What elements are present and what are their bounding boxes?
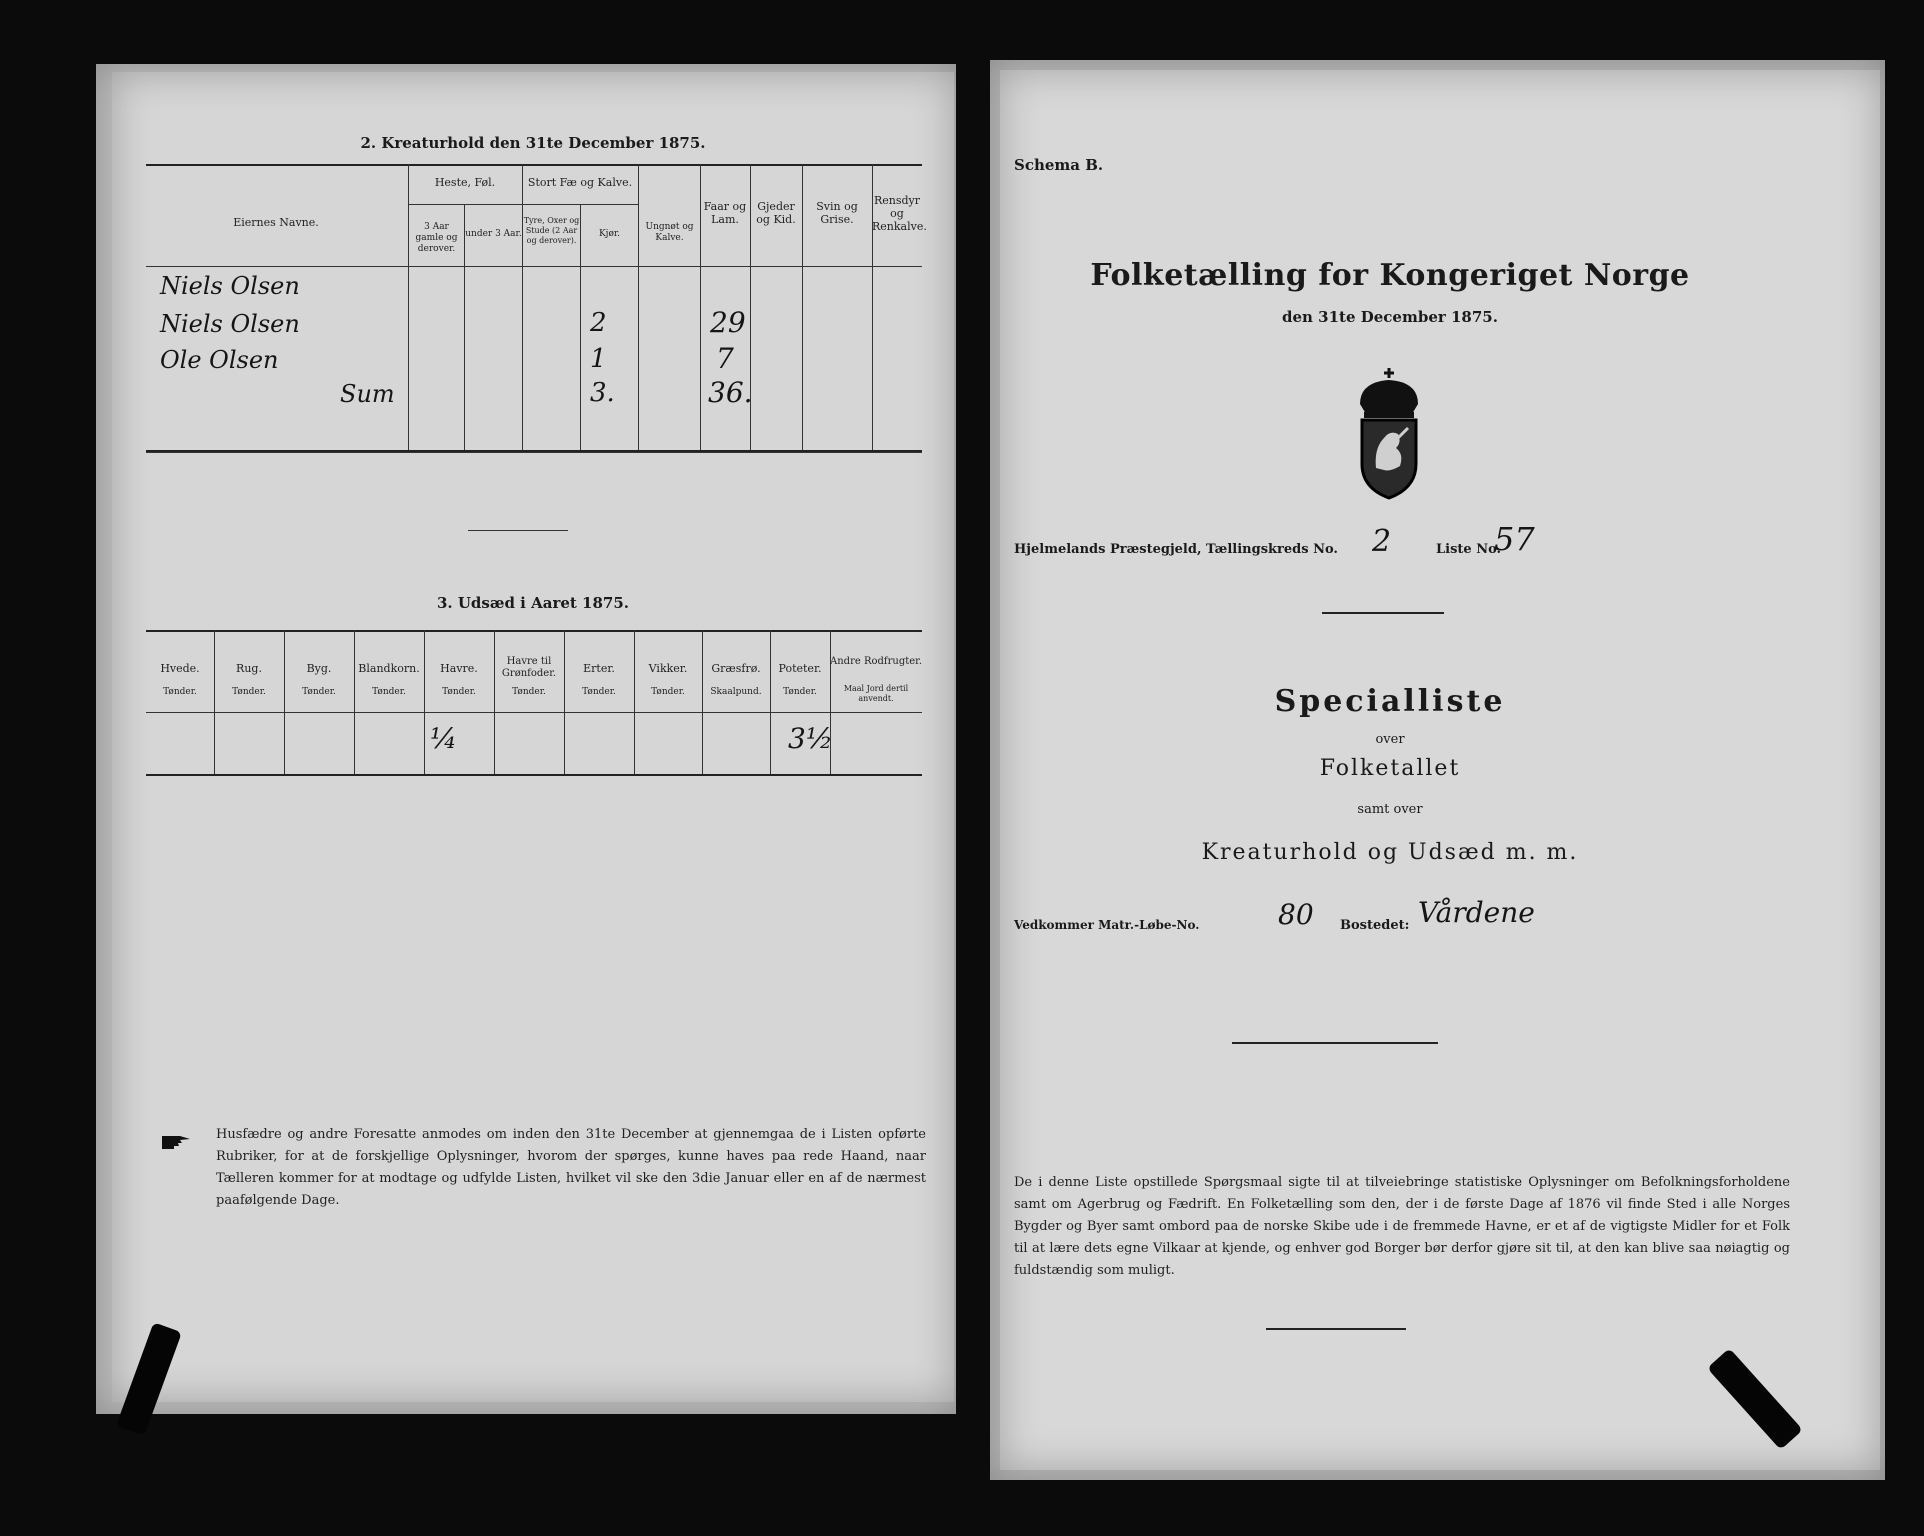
seed-header: Blandkorn. — [358, 662, 420, 675]
section3-title: 3. Udsæd i Aaret 1875. — [436, 594, 630, 612]
header-young-cattle: Ungnøt og Kalve. — [645, 222, 694, 243]
schema-label: Schema B. — [1014, 156, 1104, 174]
seed-header: Andre Rodfrugter. — [830, 656, 923, 667]
header-cows: Kjør. — [598, 229, 621, 239]
header-owner: Eiernes Navne. — [233, 216, 319, 229]
folketallet-label: Folketallet — [1319, 756, 1461, 781]
divider — [1266, 1328, 1406, 1330]
header-horses-old: 3 Aar gamle og derover. — [415, 222, 458, 254]
header-horses: Heste, Føl. — [434, 176, 496, 189]
seed-header: Hvede. — [160, 662, 200, 675]
seed-unit: Tønder. — [582, 687, 616, 697]
seed-unit: Tønder. — [163, 687, 197, 697]
seed-header: Vikker. — [648, 662, 688, 675]
pointing-hand-icon — [160, 1130, 194, 1152]
seed-header: Poteter. — [778, 662, 822, 675]
seed-header: Erter. — [583, 662, 615, 675]
coat-of-arms-icon — [1346, 368, 1432, 500]
special-title: Specialliste — [1274, 684, 1506, 719]
right-page — [1000, 70, 1880, 1470]
seed-unit: Maal Jord dertil anvendt. — [843, 684, 909, 703]
section2-title: 2. Kreaturhold den 31te December 1875. — [360, 134, 706, 152]
seed-header: Havre. — [440, 662, 478, 675]
seed-unit: Tønder. — [512, 687, 546, 697]
header-cattle: Stort Fæ og Kalve. — [527, 176, 633, 189]
matr-number: 80 — [1278, 898, 1314, 931]
seed-unit: Tønder. — [651, 687, 685, 697]
main-title: Folketælling for Kongeriget Norge — [1090, 258, 1690, 293]
list-number: 57 — [1494, 520, 1535, 558]
divider — [468, 530, 568, 531]
table-row-cows: 1 — [590, 344, 607, 374]
table-row-name: Niels Olsen — [160, 310, 300, 338]
header-horses-young: under 3 Aar. — [465, 229, 522, 239]
table-row-name: Ole Olsen — [160, 346, 279, 374]
main-date: den 31te December 1875. — [1282, 308, 1498, 326]
seed-header: Græsfrø. — [711, 662, 761, 675]
seed-unit: Tønder. — [783, 687, 817, 697]
samt-over-label: samt over — [1357, 802, 1423, 817]
poteter-value: 3½ — [788, 722, 833, 755]
header-reindeer: Rensdyr og Renkalve. — [872, 194, 927, 233]
seed-unit: Tønder. — [372, 687, 406, 697]
havre-value: ¼ — [430, 722, 458, 755]
footer-text: De i denne Liste opstillede Spørgsmaal sigte til at tilveiebringe statistiske Oplysninger om Befolkningsforholdene samt om Agerbrug og Fædrift. En Folketælling som den, der i de første Dage af 1876 vil finde Sted i alle Norges Bygder og Byer samt ombord paa de norske Skibe ude i de fremmede Havne, er et af de vigtigste Midler for et Folk til at lære dets egne Vilkaar at kjende, og enhver god Borger bør derfor gjøre sit til, at den kan blive saa nøiagtig og fuldstændig som muligt. — [1014, 1175, 1790, 1278]
header-sheep: Faar og Lam. — [703, 200, 747, 226]
seed-unit: Tønder. — [442, 687, 476, 697]
seed-header: Byg. — [306, 662, 332, 675]
table-row-name: Niels Olsen — [160, 272, 300, 300]
header-pigs: Svin og Grise. — [816, 200, 858, 226]
table-row-sheep: 36. — [708, 376, 753, 409]
notice-text: Husfædre og andre Foresatte anmodes om inden den 31te December at gjennemgaa de i Listen opførte Rubriker, for at de forskjellige Oplysninger, hvorom der spørges, kunne haves paa rede Haand, naar Tælleren kommer for at modtage og udfylde Listen, hvilket vil ske den 3die Januar eller en af de nærmest paafølgende Dage. — [216, 1127, 926, 1208]
left-page — [112, 72, 954, 1402]
list-label: Liste No. — [1436, 542, 1502, 557]
district-number: 2 — [1372, 524, 1392, 559]
over-label: over — [1375, 732, 1405, 747]
header-goats: Gjeder og Kid. — [756, 200, 796, 226]
table-row-sheep: 7 — [716, 342, 734, 375]
kreatur-label: Kreaturhold og Udsæd m. m. — [1201, 840, 1579, 865]
bosted-value: Vårdene — [1418, 896, 1535, 929]
divider — [1232, 1042, 1438, 1044]
parish-label: Hjelmelands Præstegjeld, Tællingskreds No. — [1014, 542, 1338, 557]
table-row-cows: 2 — [590, 308, 607, 338]
seed-unit: Tønder. — [302, 687, 336, 697]
table-row-cows: 3. — [590, 378, 615, 408]
divider — [1322, 612, 1444, 614]
header-bulls: Tyre, Oxer og Stude (2 Aar og derover). — [523, 216, 580, 245]
table-row-sum-label: Sum — [340, 380, 395, 408]
matr-label: Vedkommer Matr.-Løbe-No. — [1014, 918, 1200, 932]
bosted-label: Bostedet: — [1340, 918, 1410, 933]
seed-header: Rug. — [236, 662, 262, 675]
seed-unit: Skaalpund. — [710, 687, 762, 697]
seed-unit: Tønder. — [232, 687, 266, 697]
table-row-sheep: 29 — [710, 306, 746, 339]
seed-header: Havre til Grønfoder. — [501, 656, 557, 679]
